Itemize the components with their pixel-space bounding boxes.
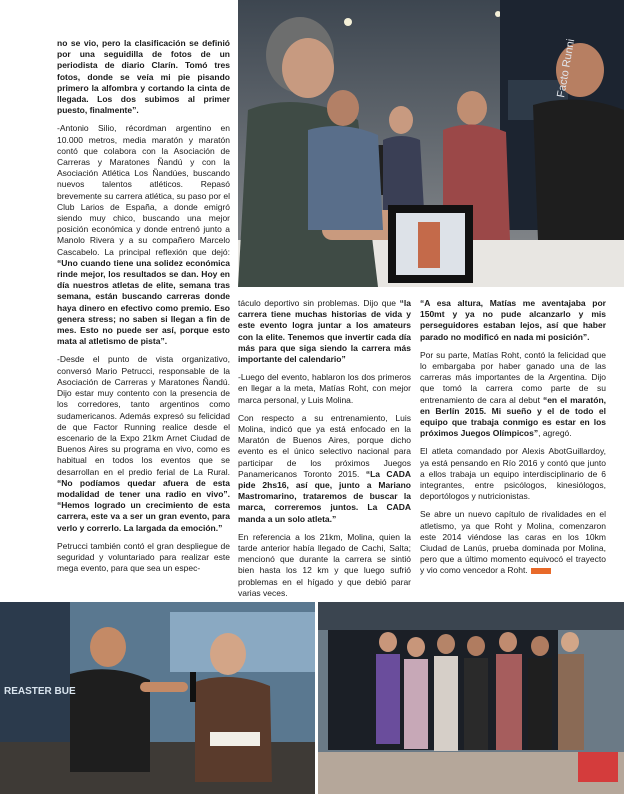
paragraph [420,350,606,440]
paragraph [238,298,411,365]
paragraph: -Luego del evento, hablaron los dos primeros en llegar a la meta, Matías Roht, con mejor marca personal, y Luis Molina. [238,372,411,405]
paragraph: El atleta comandado por Alexis AbotGuillardoy, ya está pensando en Río 2016 y contó que junto a ellos trabaja un equipo interdisciplinario de 6 integrantes, entre psicólogos, kinesiólogos, deportólogos y nutricionistas. [420,446,606,502]
banner-label: REASTER BUE [4,686,76,697]
photo-group-stage-image [318,602,624,794]
article-column-1 [57,38,230,581]
text-run: Por su parte, Matías Roht, contó la felicidad que lo embargaba por haber ganado una de las carreras más importantes de la Argentina. Dijo que tomó la carrera como parte de su entrenamiento de cara al debut [420,349,606,405]
photo-group-stage [318,602,624,794]
quote-run: “Uno cuando tiene una solidez económica rinde mejor, los resultados se dan. Hoy en día nuestros atletas de elite, semana tras semana, están buscando carreras donde haya dinero en efectivo como premio. Eso genera stress; no saben si llegan a fin de mes. Esto no puede ser así, porque esto mata al atletismo de pista”. [57,257,230,347]
paragraph: En referencia a los 21km, Molina, quien la tarde anterior había llegado de Cachi, Salta; mencionó que durante la carrera se sintió bien hasta los 12 km y que luego sufrió problemas en el hígado y que debió parar varias veces. [238,531,411,598]
quote-run: “La CADA pide 2hs16, así que, junto a Mariano Mastromarino, trataremos de buscar la marca, correremos juntos. La CADA manda a un solo atleta.” [238,468,411,524]
paragraph: no se vio, pero la clasificación se definió por una seguidilla de fotos de un periodista de diario Clarín. Tomó tres fotos, donde se veía mi pie pisando primero la alfombra y cortando la cinta de llegada. Los dos subimos al primer puesto, finalmente”. [57,38,230,116]
article-column-3 [420,298,606,584]
paragraph [57,123,230,347]
text-run: táculo deportivo sin problemas. Dijo que [238,298,400,308]
paragraph: “A esa altura, Matías me aventajaba por 150mt y ya no pude alcanzarlo y mis perseguidores estaban lejos, así que haber parado no modificó en nada mi posición”. [420,298,606,342]
paragraph: Petrucci también contó el gran despliegue de seguridad y voluntariado para realizar este mega evento, para que sea un espec- [57,540,230,574]
photo-two-men-radio-image [0,602,315,794]
quote-run: “en el maratón, en Berlín 2015. Mi sueño y el de todo el equipo que trabaja conmigo es estar en los próximos Juegos Olímpicos” [420,394,606,439]
photo-two-men-radio [0,602,315,794]
text-run: Se abre un nuevo capítulo de rivalidades en el atletismo, ya que Roht y Molina, comenzaron este 2014 viéndose las caras en los 10km Ciudad de Lanús, prueba dominada por Molina, pero que a último momento equivocó el trayecto y vio como vencedor a Roht. [420,509,606,576]
text-run: , agregó. [538,428,572,439]
sign-label: Facto Runni [555,38,578,99]
text-run: -Antonio Silio, récordman argentino en 10.000 metros, media maratón y maratón contó que colabora con la Asociación de Carreras y Maratones Ñandú y con la Asociación Atlética Los Ñandúes, buscando nuevos talentos atléticos. Repasó brevemente su carrera atlética, su paso por el Club Larios de España, a donde emigró siendo muy chico, buscando una mejor posición económica y donde entrenó junto a Manolo Rivera y a su compañero Marcelo Cascabelo. La principal reflexión que dejó: [57,123,230,257]
quote-run: “No podíamos quedar afuera de esta modalidad de tener una radio en vivo”. “Hemos logrado un crecimiento de esta carrera, este va a ser un gran evento, para verlo y correrlo. La largada da emoción.” [57,477,230,533]
photo-radio-interview [238,0,624,287]
paragraph [57,354,230,533]
text-run: Con respecto a su entrenamiento, Luis Molina, indicó que ya está enfocado en la Maratón de Buenos Aires, porque dicho evento es el único selectivo nacional para participar de los próximos Juegos Panamericanos Toronto 2015. [238,412,411,479]
paragraph [238,413,411,525]
quote-run: “la carrera tiene muchas historias de vida y este evento logra juntar a los amateurs con la elite. Tenemos que invertir cada día más para que siga siendo la carrera más importante del calendario” [238,298,411,365]
text-run: -Desde el punto de vista organizativo, conversó Mario Petrucci, responsable de la Asociación de Carreras y Maratones Ñandú. Dijo estar muy contento con la presencia de los corredores, tanto argentinos como sudamericanos. Además expresó su felicidad de que Factor Running realice desde el escenario de la Expo 21km Arnet Ciudad de Buenos Aires su programa en vivo, como es habitual en todos los eventos que se desarrollan en el predio ferial de La Rural. [57,354,230,477]
article-column-2 [238,298,411,606]
end-of-article-mark [531,568,551,574]
photo-radio-interview-image [238,0,624,287]
paragraph [420,509,606,576]
